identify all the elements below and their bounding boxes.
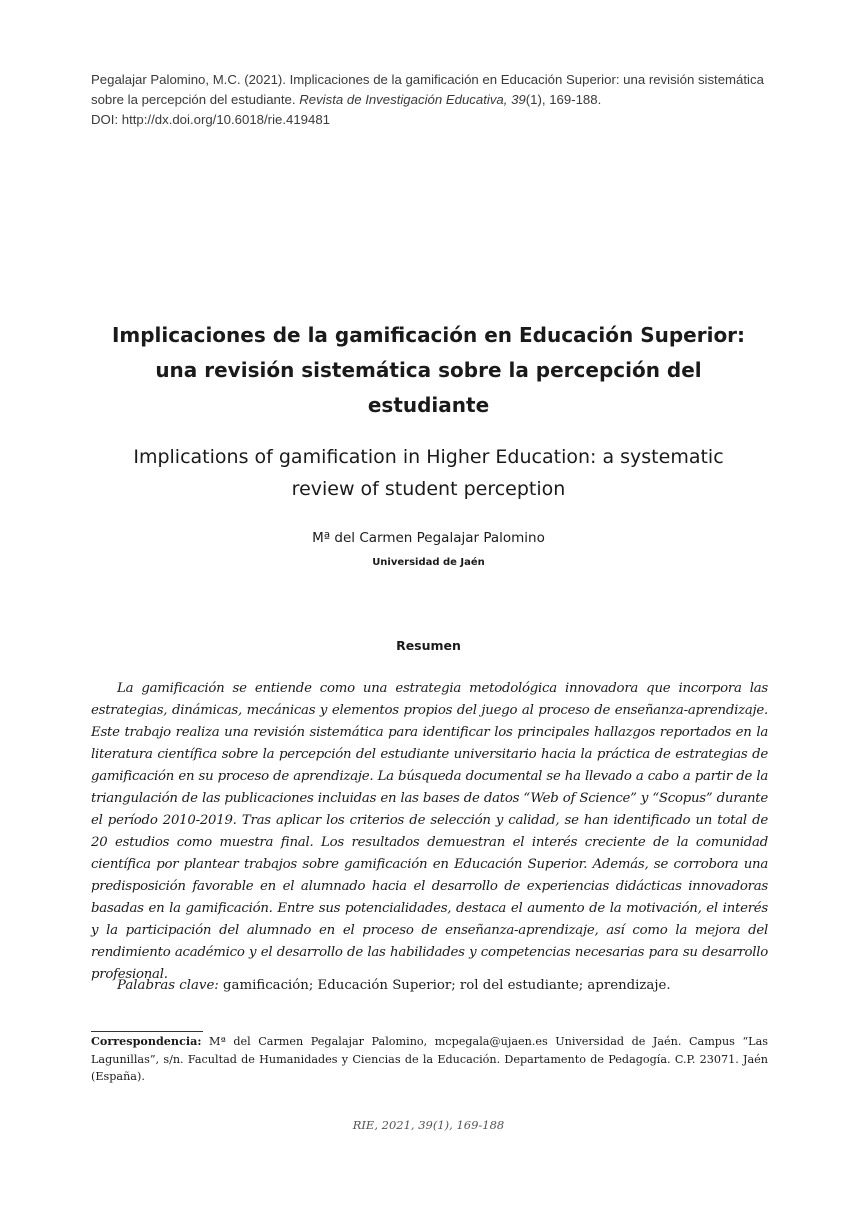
footnote-text: Mª del Carmen Pegalajar Palomino, mcpegala@ujaen.es Universidad de Jaén. Campus “Las Lagunillas”, s/n. Facultad de Humanidades y Ciencias de la Educación. Departamento de Pedagogía. C.P. 23071. Jaén (España).	[91, 1035, 768, 1083]
title-es-line-2: una revisión sistemática sobre la percepción del	[155, 358, 702, 382]
citation-line-1: Pegalajar Palomino, M.C. (2021). Implicaciones de la gamificación en Educación Superior: una revisión sistemática	[91, 72, 764, 87]
footnote-divider	[91, 1031, 203, 1032]
citation-doi[interactable]: DOI: http://dx.doi.org/10.6018/rie.419481	[91, 112, 330, 127]
correspondence-footnote	[91, 1033, 768, 1086]
citation-journal: Revista de Investigación Educativa, 39	[299, 92, 526, 107]
citation-line-2-post: (1), 169-188.	[525, 92, 602, 107]
citation-line-2	[91, 90, 791, 110]
abstract-heading: Resumen	[396, 638, 461, 653]
title-spanish	[80, 318, 777, 423]
page-footer: RIE, 2021, 39(1), 169-188	[352, 1118, 505, 1132]
author-affiliation: Universidad de Jaén	[372, 557, 485, 568]
title-es-line-1: Implicaciones de la gamificación en Educación Superior:	[111, 323, 746, 347]
title-en-line-1: Implications of gamification in Higher Education: a systematic	[133, 446, 724, 468]
keywords-text: gamificación; Educación Superior; rol del estudiante; aprendizaje.	[218, 978, 671, 993]
footnote-label: Correspondencia:	[91, 1034, 202, 1048]
keywords-label: Palabras clave:	[117, 978, 219, 993]
keywords	[91, 975, 768, 997]
citation-block	[91, 70, 791, 130]
title-english	[80, 441, 777, 505]
citation-line-2-pre: sobre la percepción del estudiante.	[91, 92, 300, 107]
abstract-text: La gamificación se entiende como una estrategia metodológica innovadora que incorpora las estrategias, dinámicas, mecánicas y elementos propios del juego al proceso de enseñanza-aprendizaje. Este trabajo realiza una revisión sistemática para identificar los principales hallazgos reportados en la literatura científica sobre la percepción del estudiante universitario hacia la práctica de estrategias de gamificación en su proceso de aprendizaje. La búsqueda documental se ha llevado a cabo a partir de la triangulación de las publicaciones incluidas en las bases de datos “Web of Science” y “Scopus” durante el período 2010-2019. Tras aplicar los criterios de selección y calidad, se han identificado un total de 20 estudios como muestra final. Los resultados demuestran el interés creciente de la comunidad científica por plantear trabajos sobre gamificación en Educación Superior. Además, se corrobora una predisposición favorable en el alumnado hacia el desarrollo de experiencias didácticas innovadoras basadas en la gamificación. Entre sus potencialidades, destaca el aumento de la motivación, el interés y la participación del alumnado en el proceso de enseñanza-aprendizaje, así como la mejora del rendimiento académico y el desarrollo de las habilidades y competencias necesarias para su desarrollo profesional.	[91, 681, 768, 982]
title-en-line-2: review of student perception	[291, 478, 566, 500]
title-es-line-3: estudiante	[367, 393, 490, 417]
author-name: Mª del Carmen Pegalajar Palomino	[312, 530, 545, 546]
